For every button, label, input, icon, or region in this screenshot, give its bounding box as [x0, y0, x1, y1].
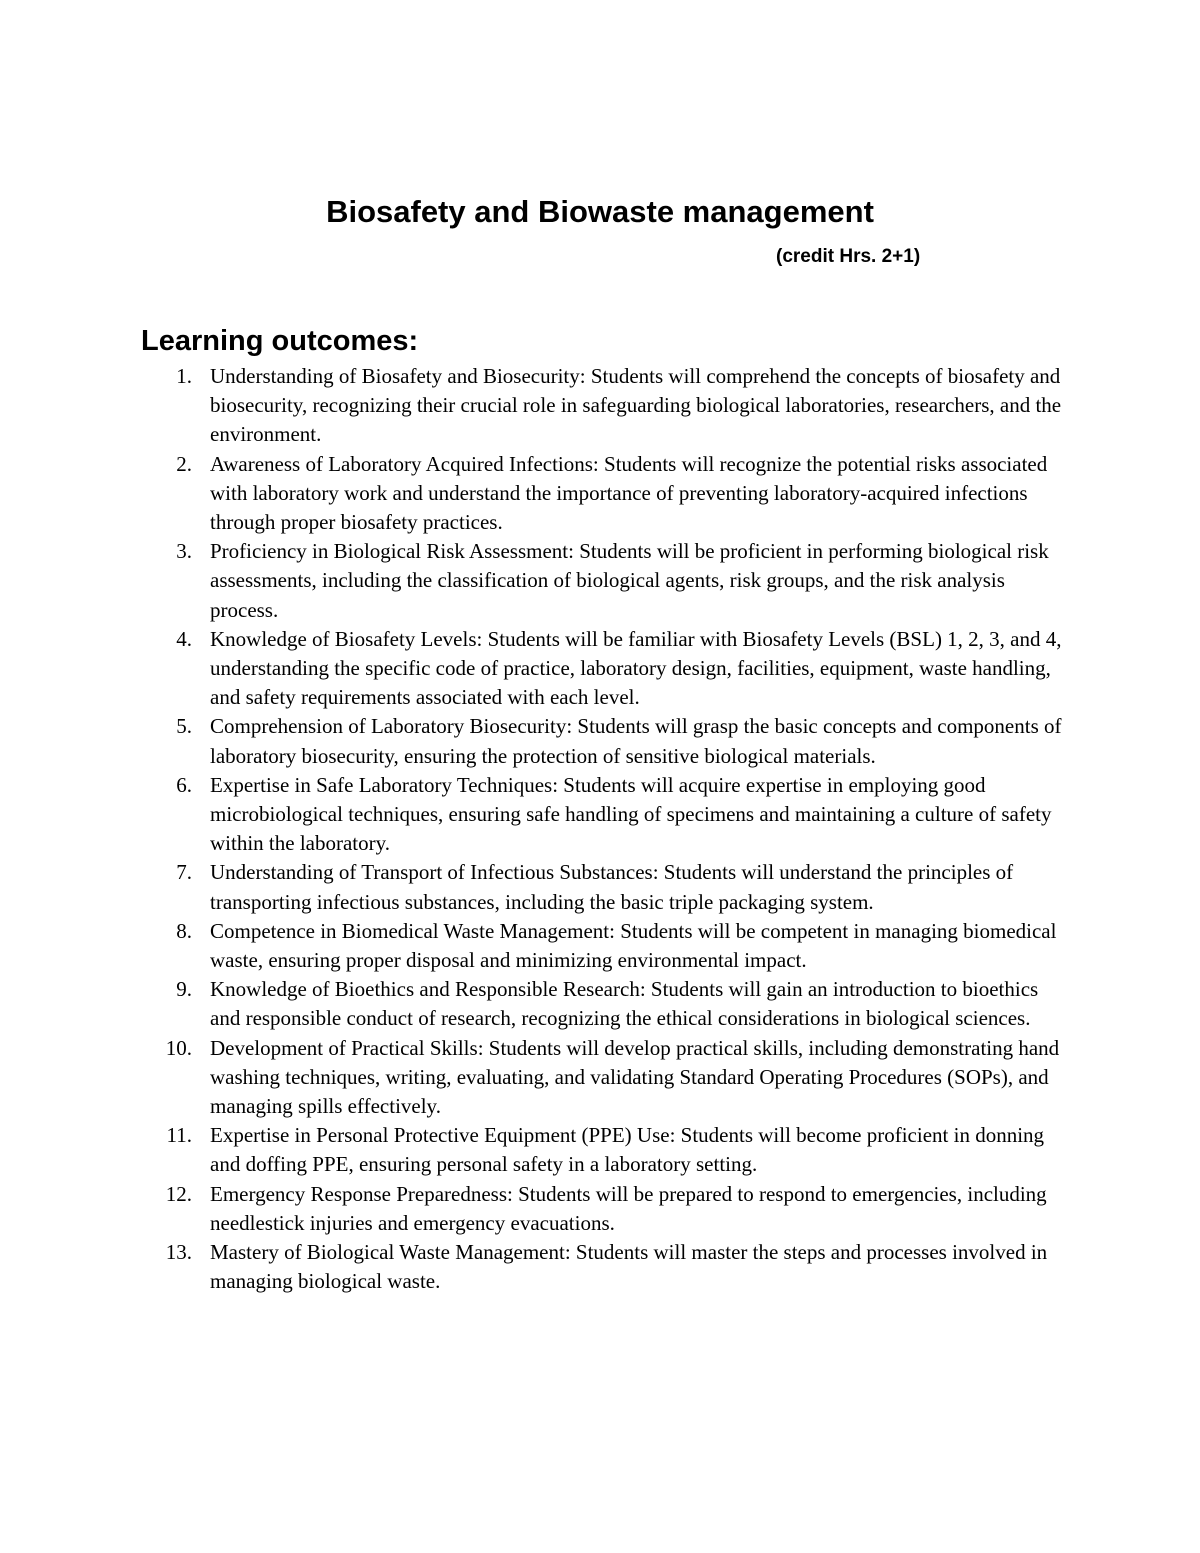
document-title: Biosafety and Biowaste management — [326, 194, 874, 229]
outcome-text: Competence in Biomedical Waste Management: Students will be competent in managing biomedical waste, ensuring proper disposal and minimizing environmental impact. — [210, 918, 1057, 973]
outcome-text: Expertise in Personal Protective Equipment (PPE) Use: Students will become proficient in donning and doffing PPE, ensuring personal safety in a laboratory setting. — [210, 1123, 1045, 1177]
outcome-number: 3. — [176, 539, 192, 564]
outcome-item — [130, 917, 1070, 975]
outcome-item — [130, 537, 1070, 625]
outcome-text: Understanding of Biosafety and Biosecurity: Students will comprehend the concepts of biosafety and biosecurity, recognizing their crucial role in safeguarding biological laboratories, researchers, and the environment. — [210, 364, 1062, 447]
outcome-item — [130, 858, 1070, 916]
outcome-number: 10. — [165, 1035, 192, 1060]
outcome-item — [130, 1121, 1070, 1179]
outcome-number: 7. — [176, 860, 192, 885]
outcome-text: Knowledge of Biosafety Levels: Students will be familiar with Biosafety Levels (BSL) 1, 2, 3, and 4, understanding the specific code of practice, laboratory design, facilities, equipment, waste handling, and safety requirements associated with each level. — [210, 626, 1062, 710]
outcome-number: 2. — [176, 451, 192, 476]
outcome-item — [130, 1238, 1070, 1296]
outcome-number: 11. — [166, 1123, 192, 1148]
outcome-item — [130, 362, 1070, 450]
learning-outcomes-list — [130, 362, 1070, 1297]
outcome-number: 1. — [176, 364, 192, 388]
outcome-item — [130, 1034, 1070, 1122]
outcome-item — [130, 625, 1070, 713]
outcome-number: 9. — [176, 977, 192, 1002]
outcome-item — [130, 1180, 1070, 1238]
outcome-number: 12. — [165, 1181, 192, 1206]
outcome-item — [130, 975, 1070, 1033]
outcome-text: Comprehension of Laboratory Biosecurity: Students will grasp the basic concepts and components of laboratory biosecurity, ensuring the protection of sensitive biological materials. — [210, 714, 1062, 768]
outcome-text: Awareness of Laboratory Acquired Infections: Students will recognize the potential risks associated with laboratory work and understand the importance of preventing laboratory-acquired infections through proper biosafety practices. — [210, 451, 1048, 535]
outcome-text: Knowledge of Bioethics and Responsible Research: Students will gain an introduction to bioethics and responsible conduct of research, recognizing the ethical considerations in biological sciences. — [210, 977, 1039, 1031]
outcome-item — [130, 771, 1070, 859]
outcome-text: Expertise in Safe Laboratory Techniques: Students will acquire expertise in employing good microbiological techniques, ensuring safe handling of specimens and maintaining a culture of safety within the laboratory. — [210, 772, 1052, 856]
section-heading: Learning outcomes: — [141, 325, 419, 357]
outcome-text: Mastery of Biological Waste Management: Students will master the steps and processes involved in managing biological waste. — [210, 1240, 1048, 1294]
outcome-text: Emergency Response Preparedness: Students will be prepared to respond to emergencies, including needlestick injuries and emergency evacuations. — [210, 1181, 1047, 1235]
outcome-text: Understanding of Transport of Infectious Substances: Students will understand the principles of transporting infectious substances, including the basic triple packaging system. — [210, 860, 1014, 914]
outcome-text: Proficiency in Biological Risk Assessment: Students will be proficient in performing biological risk assessments, including the classification of biological agents, risk groups, and the risk analysis process. — [210, 539, 1049, 622]
outcome-item — [130, 712, 1070, 770]
outcome-number: 6. — [176, 772, 192, 797]
outcome-number: 13. — [165, 1240, 192, 1265]
outcome-number: 5. — [176, 714, 192, 739]
outcome-text: Development of Practical Skills: Students will develop practical skills, including demonstrating hand washing techniques, writing, evaluating, and validating Standard Operating Procedures (SOPs), and managing spills effectively. — [210, 1035, 1060, 1119]
outcome-number: 8. — [176, 918, 192, 943]
outcome-number: 4. — [176, 626, 192, 651]
credit-hours: (credit Hrs. 2+1) — [776, 246, 921, 267]
outcome-item — [130, 450, 1070, 538]
